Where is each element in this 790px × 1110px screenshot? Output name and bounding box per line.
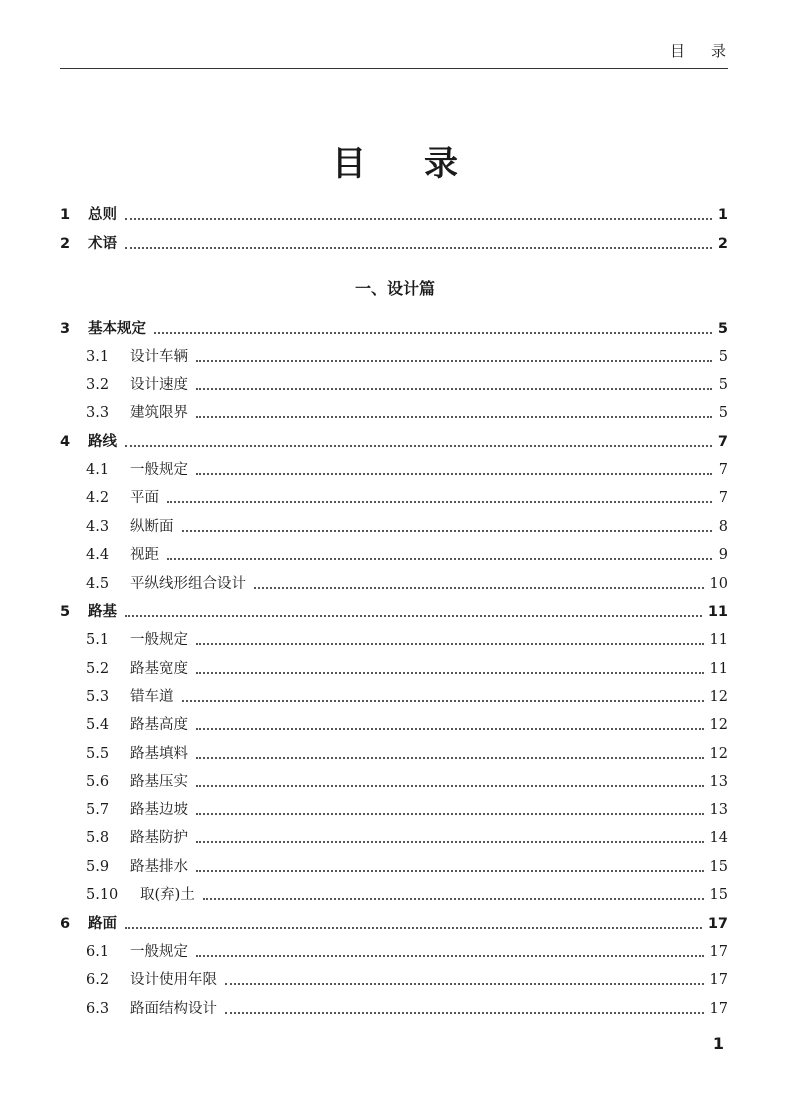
toc-entry-number: 5.4: [86, 717, 110, 733]
toc-entry-leader: [196, 785, 704, 787]
toc-entry-title: 路基压实: [130, 774, 188, 790]
toc-entry-title: 一般规定: [130, 944, 188, 960]
toc-entry-number: 5.3: [86, 689, 110, 705]
toc-title: 目录: [332, 144, 516, 184]
toc-entry[interactable]: [86, 743, 728, 765]
toc-entry-title: 视距: [130, 547, 159, 563]
toc-entry[interactable]: [86, 346, 728, 368]
toc-entry-number: 3.2: [86, 377, 110, 393]
toc-entry-leader: [254, 587, 704, 589]
toc-entry-title: 路基排水: [130, 859, 188, 875]
toc-entry-leader: [225, 983, 704, 985]
toc-entry-leader: [196, 813, 704, 815]
toc-entry-number: 1: [60, 207, 71, 223]
toc-entry-leader: [125, 927, 702, 929]
toc-entry-title: 平纵线形组合设计: [130, 576, 246, 592]
toc-entry[interactable]: [60, 318, 728, 340]
toc-entry-number: 6: [60, 916, 71, 932]
toc-entry-title: 一般规定: [130, 632, 188, 648]
toc-entry-title: 错车道: [130, 689, 174, 705]
toc-entry-page: 10: [709, 576, 728, 592]
toc-entry-title: 设计速度: [130, 377, 188, 393]
toc-entry-number: 4.2: [86, 490, 110, 506]
toc-entry[interactable]: [86, 516, 728, 538]
toc-entry-page: 13: [709, 802, 728, 818]
toc-entry-leader: [154, 332, 712, 334]
toc-entry-page: 5: [718, 377, 728, 393]
toc-entry[interactable]: [86, 827, 728, 849]
toc-entry-leader: [196, 841, 704, 843]
toc-entry[interactable]: [86, 544, 728, 566]
toc-entry-leader: [167, 558, 712, 560]
toc-entry-number: 4.3: [86, 519, 110, 535]
toc-entry-title: 建筑限界: [130, 405, 188, 421]
toc-entry-page: 1: [717, 207, 728, 223]
toc-entry-title: 路基: [88, 604, 117, 620]
toc-entry[interactable]: [86, 714, 728, 736]
toc-entry[interactable]: [86, 856, 728, 878]
toc-entry-leader: [167, 501, 712, 503]
toc-entry[interactable]: [86, 686, 728, 708]
toc-entry-number: 6.2: [86, 972, 110, 988]
toc-entry[interactable]: [86, 629, 728, 651]
toc-entry-page: 14: [709, 830, 728, 846]
toc-entry-page: 17: [709, 1001, 728, 1017]
toc-entry-leader: [196, 388, 712, 390]
toc-entry-leader: [196, 757, 704, 759]
toc-entry-leader: [125, 445, 712, 447]
toc-entry-title: 路面结构设计: [130, 1001, 217, 1017]
toc-entry[interactable]: [60, 431, 728, 453]
toc-entry-number: 5.10: [86, 887, 119, 903]
toc-entry[interactable]: [86, 374, 728, 396]
toc-entry-page: 11: [709, 632, 728, 648]
toc-entry-number: 4.4: [86, 547, 110, 563]
toc-entry-title: 平面: [130, 490, 159, 506]
toc-entry-leader: [125, 218, 712, 220]
toc-entry-page: 17: [707, 916, 728, 932]
toc-entry-leader: [196, 643, 704, 645]
toc-entry-page: 9: [718, 547, 728, 563]
toc-entry[interactable]: [86, 573, 728, 595]
toc-entry-title: 路基填料: [130, 746, 188, 762]
toc-entry-title: 总则: [88, 207, 117, 223]
section-title: 一、设计篇: [354, 279, 435, 298]
toc-entry-leader: [196, 360, 712, 362]
toc-entry-title: 路基高度: [130, 717, 188, 733]
toc-entry-title: 路面: [88, 916, 117, 932]
page-number: 1: [712, 1034, 724, 1053]
toc-entry-title: 路基边坡: [130, 802, 188, 818]
toc-entry-leader: [196, 955, 704, 957]
toc-entry-title: 设计车辆: [130, 349, 188, 365]
toc-entry[interactable]: [60, 913, 728, 935]
toc-entry-title: 术语: [88, 236, 117, 252]
toc-entry-page: 7: [718, 490, 728, 506]
toc-entry-leader: [182, 530, 713, 532]
toc-entry-number: 5.6: [86, 774, 110, 790]
toc-entry-page: 11: [709, 661, 728, 677]
toc-entry-page: 12: [709, 717, 728, 733]
toc-entry-number: 4.1: [86, 462, 110, 478]
toc-entry-title: 路线: [88, 434, 117, 450]
toc-entry-page: 15: [709, 859, 728, 875]
toc-entry-number: 3.1: [86, 349, 110, 365]
toc-entry-number: 5.2: [86, 661, 110, 677]
toc-entry-leader: [196, 672, 704, 674]
toc-entry-leader: [182, 700, 704, 702]
toc-entry-number: 4: [60, 434, 71, 450]
toc-entry-title: 一般规定: [130, 462, 188, 478]
toc-entry-leader: [196, 416, 712, 418]
toc-entry[interactable]: [60, 233, 728, 255]
toc-entry-leader: [125, 615, 702, 617]
toc-entry-number: 6.3: [86, 1001, 110, 1017]
toc-entry[interactable]: [60, 204, 728, 226]
toc-entry-page: 5: [717, 321, 728, 337]
toc-entry[interactable]: [86, 884, 728, 906]
toc-entry-leader: [203, 898, 704, 900]
toc-entry-page: 12: [709, 746, 728, 762]
toc-entry-page: 5: [718, 405, 728, 421]
toc-entry-number: 5.1: [86, 632, 110, 648]
toc-entry-title: 纵断面: [130, 519, 174, 535]
toc-entry[interactable]: [86, 969, 728, 991]
toc-entry-title: 取(弃)土: [140, 887, 195, 903]
toc-entry-page: 8: [718, 519, 728, 535]
toc-entry-page: 5: [718, 349, 728, 365]
toc-entry-page: 13: [709, 774, 728, 790]
toc-entry-number: 2: [60, 236, 71, 252]
toc-entry-number: 5.5: [86, 746, 110, 762]
toc-entry[interactable]: [86, 941, 728, 963]
toc-entry-title: 基本规定: [88, 321, 146, 337]
toc-entry[interactable]: [86, 658, 728, 680]
toc-entry-page: 15: [709, 887, 728, 903]
toc-entry-leader: [125, 247, 712, 249]
toc-entry-title: 设计使用年限: [130, 972, 217, 988]
toc-entry-page: 12: [709, 689, 728, 705]
toc-entry-page: 17: [709, 972, 728, 988]
toc-entry[interactable]: [86, 998, 728, 1020]
toc-entry-leader: [196, 728, 704, 730]
toc-entry[interactable]: [60, 601, 728, 623]
toc-entry[interactable]: [86, 771, 728, 793]
running-header: [60, 40, 752, 69]
toc-entry-number: 3.3: [86, 405, 110, 421]
toc-entry-leader: [196, 473, 712, 475]
toc-entry-number: 5: [60, 604, 71, 620]
toc-entry-title: 路基防护: [130, 830, 188, 846]
toc-entry-leader: [196, 870, 704, 872]
toc-entry[interactable]: [86, 459, 728, 481]
toc-entry[interactable]: [86, 799, 728, 821]
toc-entry-page: 7: [717, 434, 728, 450]
toc-entry[interactable]: [86, 402, 728, 424]
toc-entry-leader: [225, 1012, 704, 1014]
toc-entry-number: 6.1: [86, 944, 110, 960]
toc-entry-page: 17: [709, 944, 728, 960]
toc-entry-number: 4.5: [86, 576, 110, 592]
toc-entry-number: 5.7: [86, 802, 110, 818]
toc-entry-page: 7: [718, 462, 728, 478]
toc-entry-title: 路基宽度: [130, 661, 188, 677]
toc-entry-number: 5.9: [86, 859, 110, 875]
toc-entry-number: 3: [60, 321, 71, 337]
toc-entry-number: 5.8: [86, 830, 110, 846]
running-header-title: 目录: [669, 42, 752, 60]
toc-entry-page: 11: [707, 604, 728, 620]
toc-entry-page: 2: [717, 236, 728, 252]
toc-entry[interactable]: [86, 487, 728, 509]
